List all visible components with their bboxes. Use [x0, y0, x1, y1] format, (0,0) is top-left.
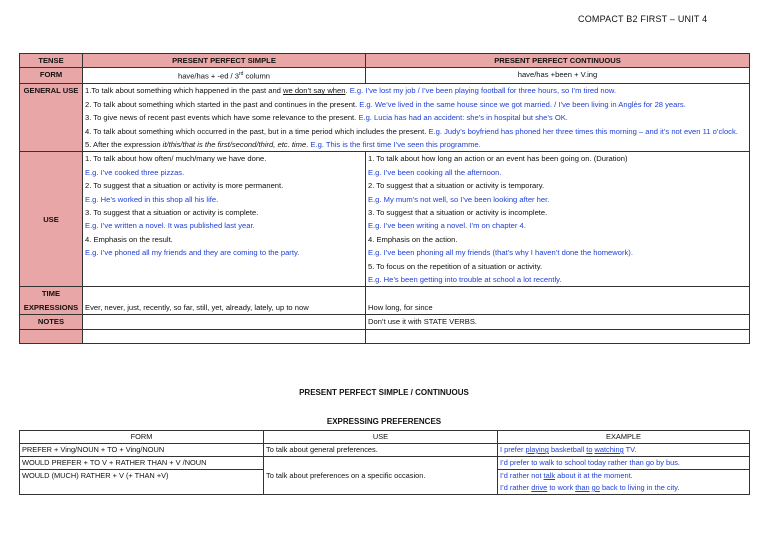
notes-simple	[83, 315, 366, 329]
form-simple	[83, 68, 366, 84]
use-item: 3. To suggest that a situation or activity is complete.	[85, 208, 259, 217]
table-row	[20, 329, 750, 343]
underlined-word: than	[575, 483, 590, 492]
underlined-word: playing	[525, 445, 549, 454]
item-text: 5. After the expression	[85, 139, 163, 149]
underlined-word: drive	[531, 483, 548, 492]
use-example: E.g. I’ve written a novel. It was published last year.	[85, 221, 255, 231]
pref-use: To talk about preferences on a specific occasion.	[264, 457, 498, 495]
pref-example	[498, 470, 750, 495]
use-item: 1. To talk about how often/ much/many we have done.	[85, 154, 267, 164]
underlined-word: to	[586, 445, 593, 454]
table-row	[20, 152, 750, 287]
use-item: 1. To talk about how long an action or an event has been going on. (Duration)	[368, 154, 628, 164]
use-item: 2. To suggest that a situation or activity is more permanent.	[85, 181, 284, 191]
item-example: E.g. Judy’s boyfriend has phoned her three times this morning – and it’s not even 11 o’clock.	[428, 126, 738, 136]
use-continuous-cell	[366, 152, 750, 287]
table-row	[20, 315, 750, 329]
table-row	[20, 287, 750, 315]
tense-header: TENSE	[20, 54, 83, 68]
empty-label-cell	[20, 329, 83, 343]
use-label: USE	[20, 152, 83, 287]
table-row	[20, 457, 750, 470]
form-simple-tail: column	[243, 71, 271, 81]
item-text: 1.To talk about something which happened in the past and	[85, 86, 283, 96]
pref-use: To talk about general preferences.	[264, 444, 498, 457]
general-use-cell	[83, 84, 750, 152]
general-use-item	[85, 138, 747, 151]
general-use-item	[85, 98, 747, 111]
use-item: 2. To suggest that a situation or activity is temporary.	[368, 181, 545, 191]
use-simple-cell	[83, 152, 366, 287]
form-simple-sup: rd	[238, 71, 244, 78]
use-example: E.g. He’s worked in this shop all his life.	[85, 194, 219, 204]
form-continuous: have/has +been + V.ing	[366, 68, 750, 84]
item-underline: we don’t say when	[283, 86, 346, 96]
table-row	[20, 444, 750, 457]
simple-header: PRESENT PERFECT SIMPLE	[83, 54, 366, 68]
item-example: E.g. I’ve lost my job / I’ve been playing football for three hours, so I’m tired now.	[349, 86, 617, 96]
use-example: E.g. I’ve cooked three pizzas.	[85, 167, 185, 177]
preferences-title: EXPRESSING PREFERENCES	[326, 417, 442, 426]
item-text: 4. To talk about something which occurred in the past, but in a time period which includes the present.	[85, 126, 429, 136]
item-example: E.g. This is the first time I’ve seen this programme.	[310, 139, 481, 149]
use-item: 5. To focus on the repetition of a situation or activity.	[368, 261, 543, 271]
underlined-word: talk	[543, 471, 556, 480]
form-simple-text: have/has + -ed / 3	[177, 71, 239, 81]
item-example: E.g. We’ve lived in the same house since we got married. / I’ve been living in Anglès for 28 years.	[359, 99, 686, 109]
underlined-word: watching	[594, 445, 624, 454]
time-expressions-simple: Ever, never, just, recently, so far, still, yet, already, lately, up to now	[83, 287, 366, 315]
continuous-header: PRESENT PERFECT CONTINUOUS	[366, 54, 750, 68]
unit-header: COMPACT B2 FIRST – UNIT 4	[578, 14, 708, 24]
empty-cell	[366, 329, 750, 343]
use-header: USE	[264, 431, 498, 444]
empty-cell	[83, 329, 366, 343]
use-example: E.g. I’ve phoned all my friends and they are coming to the party.	[85, 248, 300, 258]
general-use-item	[85, 84, 747, 97]
pref-form: WOULD PREFER + TO V + RATHER THAN + V /NOUN	[20, 457, 264, 470]
form-label: FORM	[20, 68, 83, 84]
form-header: FORM	[20, 431, 264, 444]
time-expressions-continuous: How long, for since	[366, 287, 750, 315]
use-example: E.g. He’s been getting into trouble at school a lot recently.	[368, 275, 562, 285]
pref-form: WOULD (MUCH) RATHER + V (+ THAN +V)	[20, 470, 264, 495]
general-use-label: GENERAL USE	[20, 84, 83, 152]
example-header: EXAMPLE	[498, 431, 750, 444]
notes-label: NOTES	[20, 315, 83, 329]
item-text: 3. To give news of recent past events which have some relevance to the present.	[85, 113, 359, 123]
use-example: E.g. I’ve been writing a novel. I’m on chapter 4.	[368, 221, 526, 231]
general-use-item	[85, 125, 747, 138]
table-row	[20, 84, 750, 152]
use-item: 4. Emphasis on the action.	[368, 234, 458, 244]
use-item: 4. Emphasis on the result.	[85, 234, 173, 244]
use-example: E.g. My mum’s not well, so I’ve been looking after her.	[368, 194, 550, 204]
item-example: E.g. Lucia has had an accident: she’s in hospital but she’s OK.	[358, 113, 568, 123]
use-item: 3. To suggest that a situation or activity is incomplete.	[368, 208, 548, 217]
item-text: 2. To talk about something which started in the past and continues in the present.	[85, 99, 360, 109]
use-example: E.g. I’ve been phoning all my friends (that’s why I haven’t done the homework).	[368, 248, 633, 258]
table-row	[20, 68, 750, 84]
table-row	[20, 54, 750, 68]
pref-form: PREFER + Ving/NOUN + TO + Ving/NOUN	[20, 444, 264, 457]
notes-continuous: Don’t use it with STATE VERBS.	[366, 315, 750, 329]
preferences-table	[19, 430, 750, 495]
item-text: .	[306, 139, 311, 149]
time-expressions-label: TIME EXPRESSIONS	[20, 287, 83, 315]
underlined-word: go	[591, 483, 600, 492]
use-example: E.g. I’ve been cooking all the afternoon.	[368, 167, 502, 177]
item-text: .	[345, 86, 350, 96]
tense-title: PRESENT PERFECT SIMPLE / CONTINUOUS	[299, 388, 469, 397]
table-row	[20, 431, 750, 444]
tense-table	[19, 53, 750, 344]
example-line: I’d rather not talk about it at the moment.	[500, 471, 633, 480]
pref-example: I’d prefer to walk to school today rather than go by bus.	[498, 457, 750, 470]
pref-example: I prefer playing basketball to watching TV.	[498, 444, 750, 457]
general-use-item	[85, 111, 747, 124]
item-italic: it/this/that is the first/second/third, etc. time	[162, 139, 307, 149]
example-line: I’d rather drive to work than go back to living in the city.	[500, 483, 680, 492]
